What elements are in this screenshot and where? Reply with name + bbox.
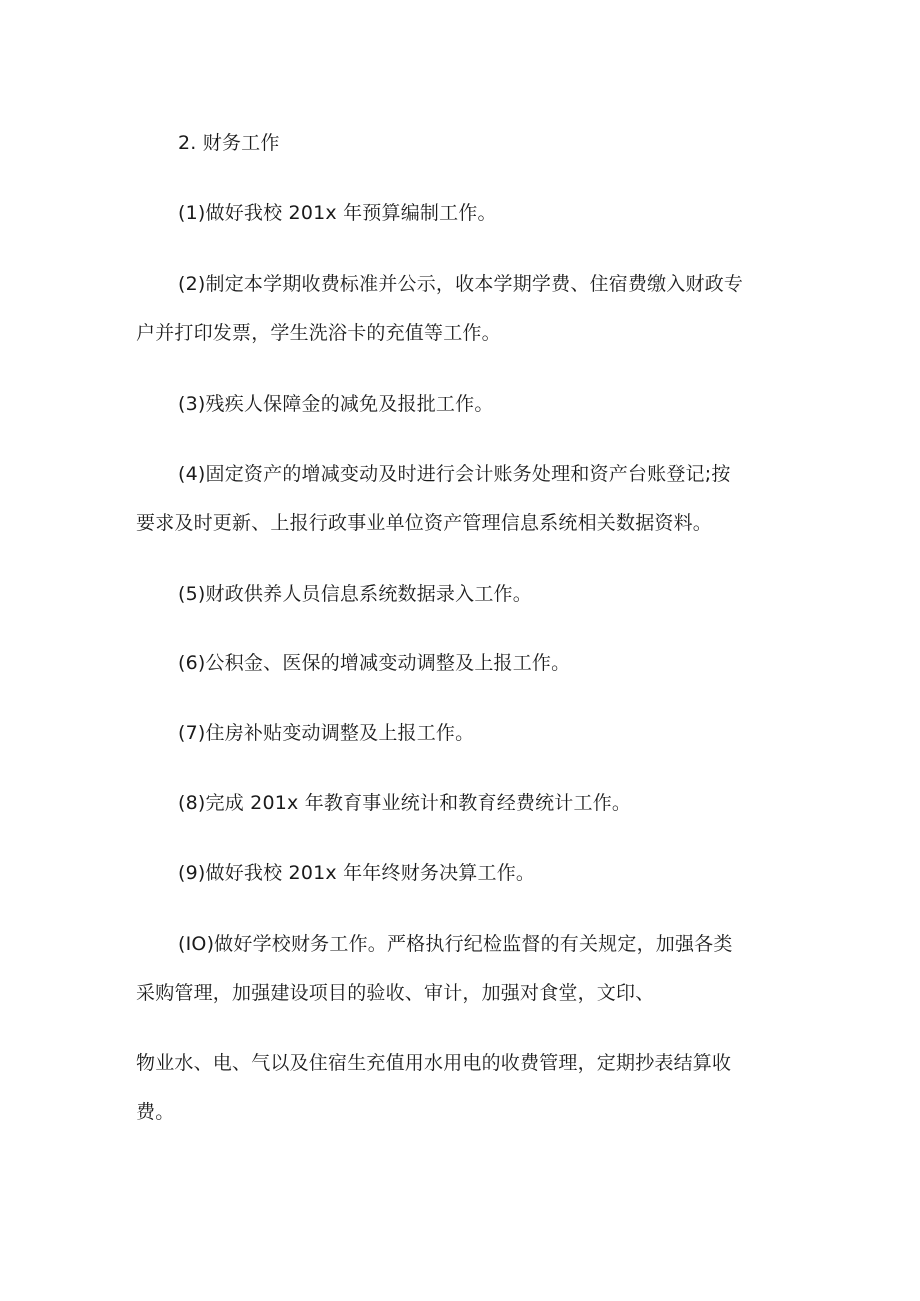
list-item-8-line-1: (8)完成 201x 年教育事业统计和教育经费统计工作。	[178, 792, 632, 814]
list-item-6-line-1: (6)公积金、医保的增减变动调整及上报工作。	[178, 652, 571, 674]
list-item-10-line-1: (IO)做好学校财务工作。严格执行纪检监督的有关规定，加强各类	[178, 933, 733, 955]
list-item-9-line-1: (9)做好我校 201x 年年终财务决算工作。	[178, 862, 536, 884]
list-item-3-line-1: (3)残疾人保障金的减免及报批工作。	[178, 393, 494, 415]
paragraph-line-1: 物业水、电、气以及住宿生充值用水用电的收费管理，定期抄表结算收	[136, 1052, 732, 1074]
paragraph-line-2: 费。	[136, 1101, 175, 1123]
section-heading: 2. 财务工作	[178, 132, 280, 154]
list-item-7-line-1: (7)住房补贴变动调整及上报工作。	[178, 722, 475, 744]
list-item-1-line-1: (1)做好我校 201x 年预算编制工作。	[178, 202, 497, 224]
list-item-5-line-1: (5)财政供养人员信息系统数据录入工作。	[178, 583, 532, 605]
list-item-4-line-2: 要求及时更新、上报行政事业单位资产管理信息系统相关数据资料。	[136, 512, 713, 534]
list-item-10-line-2: 采购管理，加强建设项目的验收、审计，加强对食堂，文印、	[136, 982, 655, 1004]
list-item-4-line-1: (4)固定资产的增减变动及时进行会计账务处理和资产台账登记;按	[178, 463, 731, 485]
list-item-2-line-2: 户并打印发票，学生洗浴卡的充值等工作。	[136, 322, 501, 344]
list-item-2-line-1: (2)制定本学期收费标准并公示，收本学期学费、住宿费缴入财政专	[178, 273, 744, 295]
